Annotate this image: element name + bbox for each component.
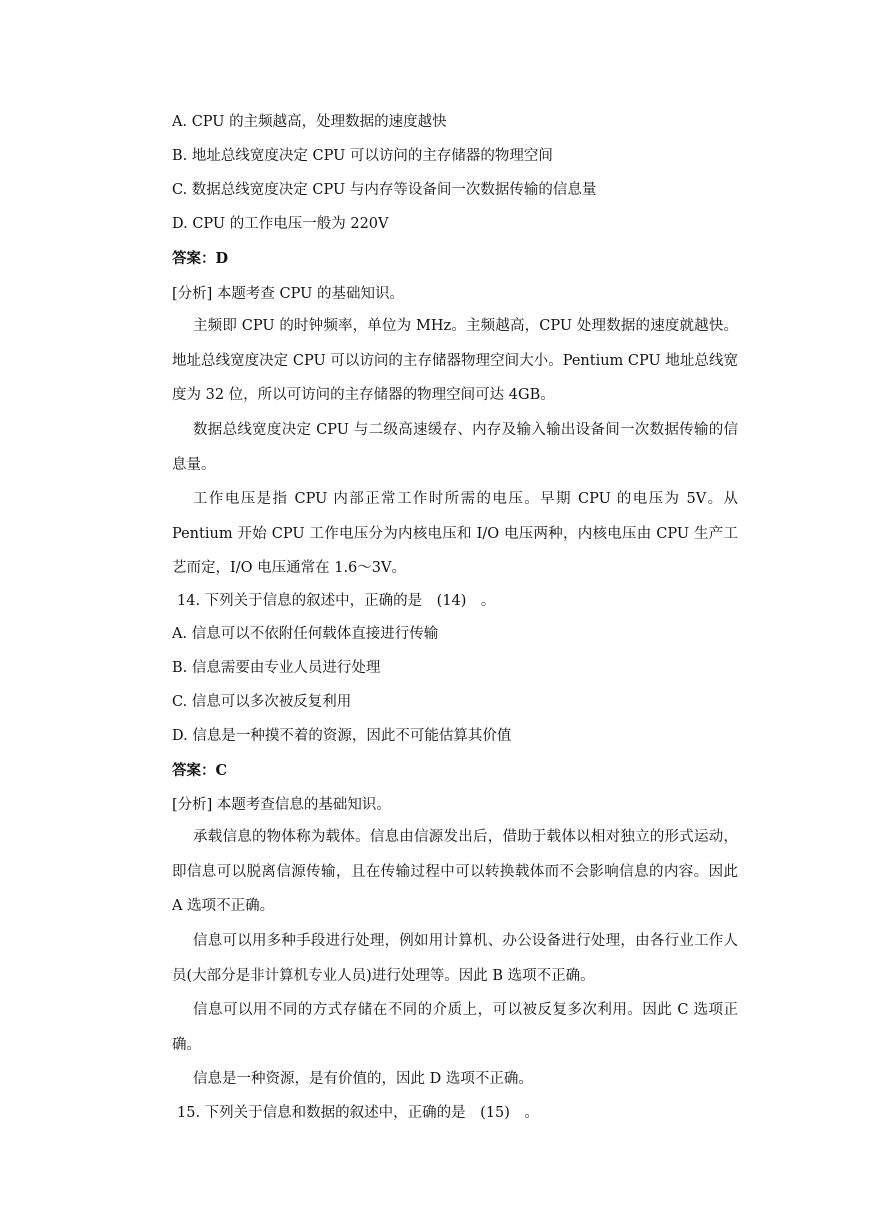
q13-option-c: C. 数据总线宽度决定 CPU 与内存等设备间一次数据传输的信息量 bbox=[172, 182, 597, 198]
q13-option-b: B. 地址总线宽度决定 CPU 可以访问的主存储器的物理空间 bbox=[172, 148, 553, 164]
q14-option-b: B. 信息需要由专业人员进行处理 bbox=[172, 660, 381, 676]
q14-paragraph-1: 承载信息的物体称为载体。信息由信源发出后，借助于载体以相对独立的形式运动，即信息可以脱离信源传输，且在传输过程中可以转换载体而不会影响信息的内容。因此 A 选项不正确。 bbox=[172, 829, 738, 914]
q13-paragraph-3: 工作电压是指 CPU 内部正常工作时所需的电压。早期 CPU 的电压为 5V。从 Pentium 开始 CPU 工作电压分为内核电压和 I/O 电压两种，内核电压由 CPU 生产工艺而定，I/O 电压通常在 1.6～3V。 bbox=[172, 491, 738, 576]
q14-paragraph-3: 信息可以用不同的方式存储在不同的介质上，可以被反复多次利用。因此 C 选项正确。 bbox=[172, 1002, 738, 1053]
q13-answer: 答案：D bbox=[172, 250, 229, 267]
q14-analysis-heading: [分析] 本题考查信息的基础知识。 bbox=[172, 797, 391, 813]
q13-option-d: D. CPU 的工作电压一般为 220V bbox=[172, 216, 389, 232]
q14-paragraph-4: 信息是一种资源，是有价值的，因此 D 选项不正确。 bbox=[193, 1071, 533, 1087]
q14-option-c: C. 信息可以多次被反复利用 bbox=[172, 694, 352, 710]
q15-question: 15. 下列关于信息和数据的叙述中，正确的是 (15) 。 bbox=[177, 1105, 539, 1121]
q14-option-a: A. 信息可以不依附任何载体直接进行传输 bbox=[172, 626, 439, 642]
q14-question: 14. 下列关于信息的叙述中，正确的是 (14) 。 bbox=[177, 593, 496, 609]
q14-paragraph-2: 信息可以用多种手段进行处理，例如用计算机、办公设备进行处理，由各行业工作人员(大部分是非计算机专业人员)进行处理等。因此 B 选项不正确。 bbox=[172, 933, 738, 984]
q13-paragraph-1: 主频即 CPU 的时钟频率，单位为 MHz。主频越高，CPU 处理数据的速度就越快。地址总线宽度决定 CPU 可以访问的主存储器物理空间大小。Pentium CPU 地址总线宽度为 32 位，所以可访问的主存储器的物理空间可达 4GB。 bbox=[172, 318, 738, 403]
q14-answer: 答案：C bbox=[172, 762, 228, 779]
q13-option-a: A. CPU 的主频越高，处理数据的速度越快 bbox=[172, 114, 447, 130]
q14-option-d: D. 信息是一种摸不着的资源，因此不可能估算其价值 bbox=[172, 728, 512, 744]
q13-paragraph-2: 数据总线宽度决定 CPU 与二级高速缓存、内存及输入输出设备间一次数据传输的信息量。 bbox=[172, 422, 738, 473]
q13-analysis-heading: [分析] 本题考查 CPU 的基础知识。 bbox=[172, 286, 404, 302]
